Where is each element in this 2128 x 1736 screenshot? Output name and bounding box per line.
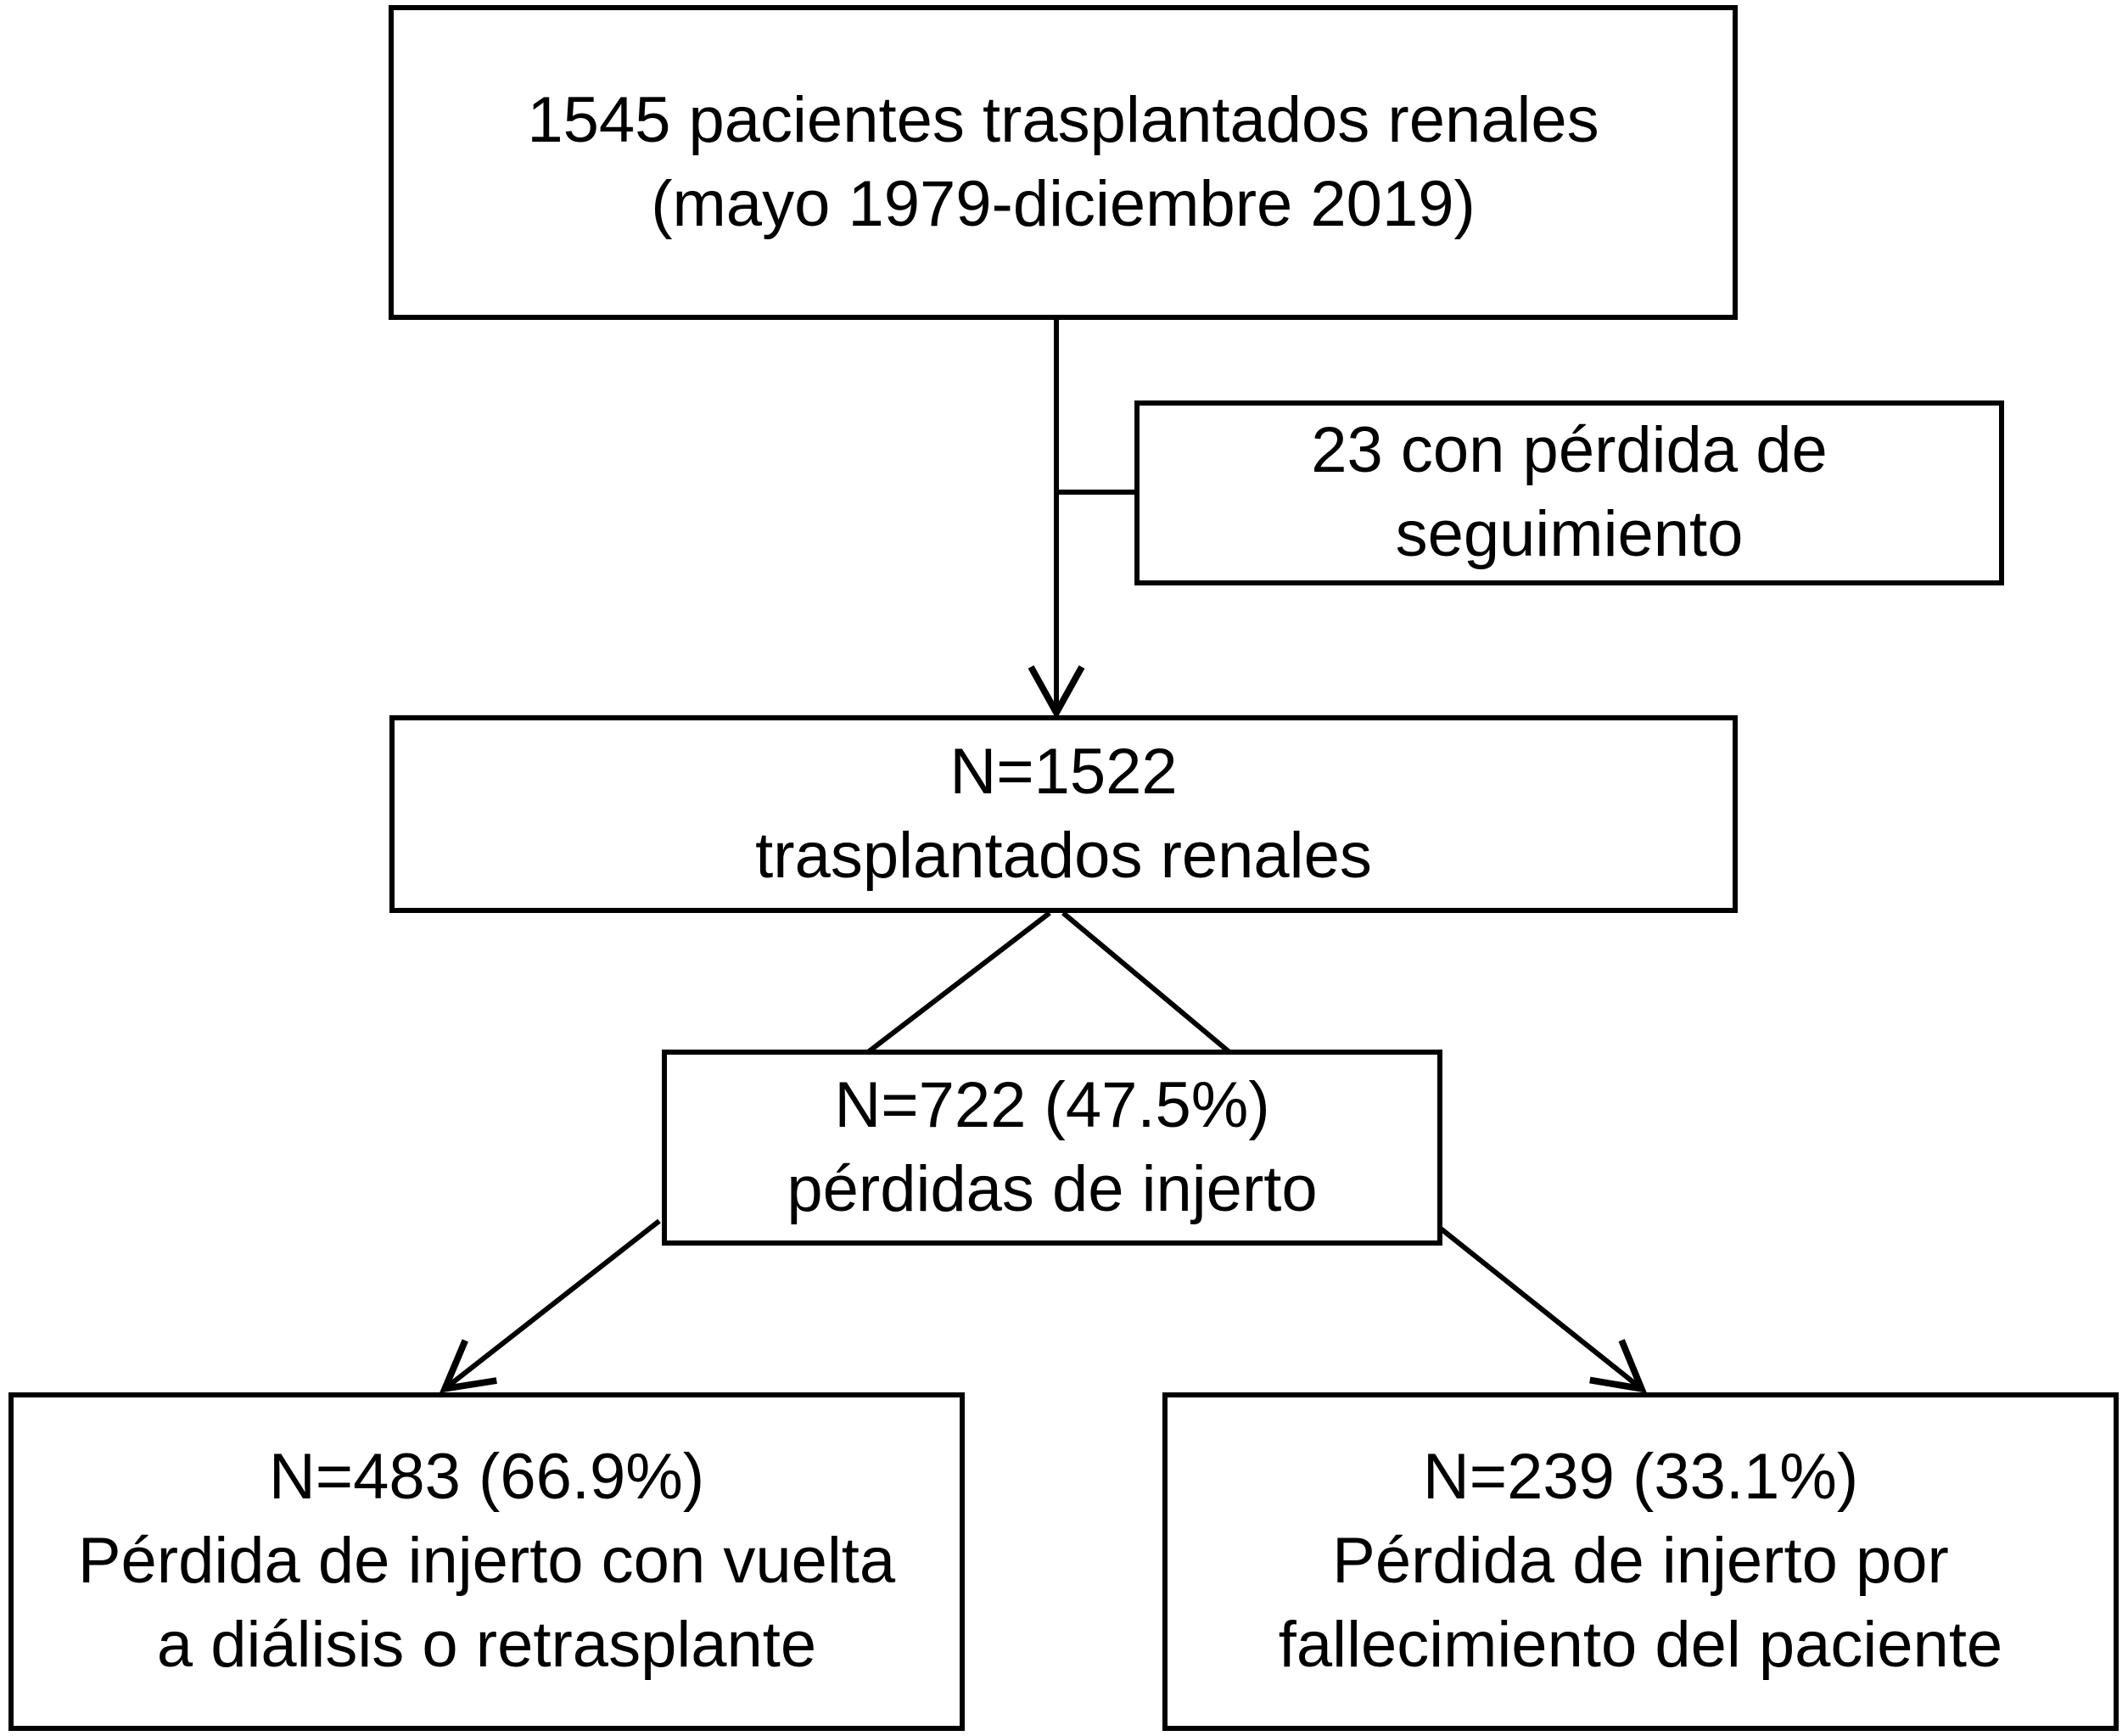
- dialysis-label-line2: a diálisis o retrasplante: [156, 1608, 817, 1681]
- death-label-line2: fallecimiento del paciente: [1278, 1608, 2003, 1681]
- dialysis-retransplant-box: [8, 1392, 965, 1731]
- graft-loss-count: N=722 (47.5%): [834, 1068, 1270, 1141]
- lost-followup-label: seguimiento: [1395, 498, 1744, 570]
- arrow-graft-loss-to-dialysis: [449, 1221, 659, 1386]
- lost-followup-box: [1134, 400, 2004, 585]
- included-count: N=1522: [949, 735, 1178, 808]
- dialysis-label-line1: Pérdida de injerto con vuelta: [77, 1525, 896, 1598]
- graft-loss-box: [662, 1050, 1442, 1246]
- arrow-graft-loss-to-death: [1441, 1229, 1638, 1386]
- connector-included-to-graft-loss-right: [1063, 913, 1229, 1052]
- total-patients-box: [389, 5, 1738, 320]
- graft-loss-label: pérdidas de injerto: [787, 1152, 1318, 1225]
- death-count: N=239 (33.1%): [1422, 1441, 1859, 1514]
- total-patients-count: 1545 pacientes trasplantados renales: [527, 83, 1599, 156]
- patient-death-box: [1162, 1392, 2119, 1731]
- total-patients-period: (mayo 1979-diciembre 2019): [651, 167, 1476, 240]
- lost-followup-count: 23 con pérdida de: [1311, 414, 1828, 487]
- included-label: trasplantados renales: [755, 819, 1372, 892]
- death-label-line1: Pérdida de injerto por: [1332, 1525, 1949, 1598]
- dialysis-count: N=483 (66.9%): [268, 1441, 705, 1514]
- connector-included-to-graft-loss-left: [868, 913, 1050, 1052]
- included-box: [389, 715, 1738, 913]
